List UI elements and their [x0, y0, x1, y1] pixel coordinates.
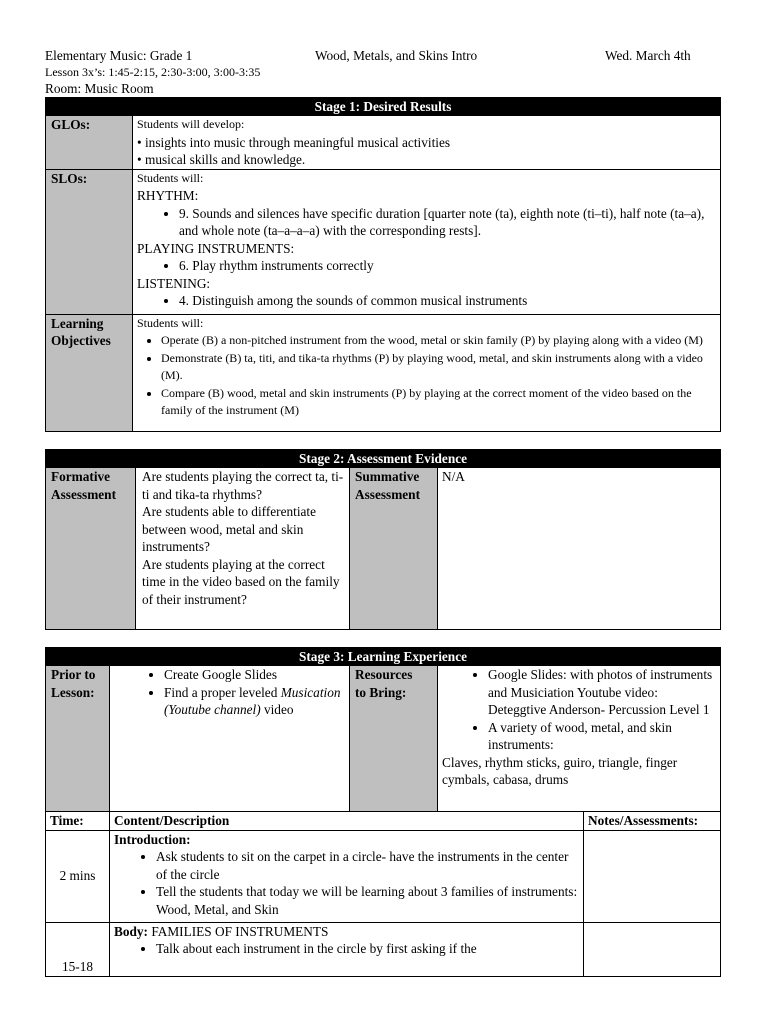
listening-heading: LISTENING: [137, 275, 211, 291]
row-content [110, 830, 584, 922]
prior-item: • Find a proper leveled Musication (Youtube channel) video [164, 684, 345, 719]
row-time: 15-18 [46, 922, 110, 976]
formative-label-line2: Assessment [51, 486, 117, 502]
row-heading: Body: FAMILIES OF INSTRUMENTS [114, 923, 329, 939]
playing-heading: PLAYING INSTRUMENTS: [137, 240, 295, 256]
formative-question: Are students playing the correct ta, ti-ti and tika-ta rhythms? [142, 469, 344, 502]
lo-label-line1: Learning [51, 315, 104, 331]
rhythm-heading: RHYTHM: [137, 188, 199, 203]
resources-content [438, 666, 721, 812]
row-notes [584, 830, 721, 922]
slos-label: SLOs: [46, 169, 133, 314]
glos-item: • insights into music through meaningful musical activities [137, 134, 451, 150]
resources-extra: Claves, rhythm sticks, guiro, triangle, finger cymbals, cabasa, drums [442, 754, 678, 787]
listening-item: • 4. Distinguish among the sounds of common musical instruments [179, 292, 716, 310]
lesson-topic: Wood, Metals, and Skins Intro [315, 48, 478, 63]
summative-content: N/A [438, 468, 721, 630]
formative-content [136, 468, 350, 630]
glos-label: GLOs: [46, 116, 133, 170]
resources-label [350, 666, 438, 812]
rhythm-item: • 9. Sounds and silences have specific duration [quarter note (ta), eighth note (ti–ti), half note (ta–a), and whole note (ta–a–a–a) with the corresponding rests]. [179, 205, 716, 240]
learning-objectives-content [133, 314, 721, 431]
row-content [110, 922, 584, 976]
row-notes [584, 922, 721, 976]
slos-content [133, 169, 721, 314]
stage3-title: Stage 3: Learning Experience [46, 648, 721, 666]
prior-item: • Create Google Slides [164, 666, 345, 684]
glos-item: • musical skills and knowledge. [137, 152, 306, 167]
formative-question: Are students able to differentiate between wood, metal and skin instruments? [142, 504, 317, 554]
prior-label-line1: Prior to [51, 667, 96, 682]
resources-item: • Google Slides: with photos of instruments and Musiciation Youtube video: Deteggtive Anderson- Percussion Level 1 [488, 666, 716, 719]
resources-item: • A variety of wood, metal, and skin instruments: [488, 719, 716, 754]
slos-intro: Students will: [137, 170, 204, 185]
glos-content [133, 116, 721, 170]
formative-question: Are students playing at the correct time in the video based on the family of their instrument? [142, 556, 340, 607]
lesson-date: Wed. March 4th [605, 48, 691, 63]
stage2-table [45, 449, 721, 630]
glos-intro: Students will develop: [137, 117, 245, 131]
room: Room: Music Room [45, 81, 154, 96]
summative-label [350, 468, 438, 630]
prior-label-line2: Lesson: [51, 684, 95, 700]
row-item: • Talk about each instrument in the circle by first asking if the [156, 940, 579, 958]
resources-label-line1: Resources [355, 667, 413, 682]
stage2-title: Stage 2: Assessment Evidence [46, 450, 721, 468]
lo-item: • Operate (B) a non-pitched instrument from the wood, metal or skin family (P) by playing along with a video (M) [161, 332, 716, 350]
summative-label-line2: Assessment [355, 486, 421, 502]
formative-label-line1: Formative [51, 469, 111, 484]
stage3-table [45, 647, 721, 977]
col-notes: Notes/Assessments: [584, 812, 721, 831]
col-time: Time: [46, 812, 110, 831]
row-time: 2 mins [46, 830, 110, 922]
lo-label-line2: Objectives [51, 333, 111, 348]
lo-item: • Compare (B) wood, metal and skin instruments (P) by playing at the correct moment of the video based on the family of the instrument (M) [161, 385, 716, 420]
stage1-title: Stage 1: Desired Results [46, 98, 721, 116]
lo-intro: Students will: [137, 315, 204, 330]
summative-label-line1: Summative [355, 469, 420, 484]
prior-label [46, 666, 110, 812]
course-title: Elementary Music: Grade 1 [45, 48, 193, 63]
learning-objectives-label [46, 314, 133, 431]
row-item: • Ask students to sit on the carpet in a circle- have the instruments in the center of the circle [156, 848, 579, 883]
col-content: Content/Description [110, 812, 584, 831]
lo-item: • Demonstrate (B) ta, titi, and tika-ta rhythms (P) by playing wood, metal, and skin instruments along with a video (M). [161, 350, 716, 385]
lesson-times: Lesson 3x’s: 1:45-2:15, 2:30-3:00, 3:00-3:35 [45, 65, 261, 79]
playing-item: • 6. Play rhythm instruments correctly [179, 257, 716, 275]
prior-content [110, 666, 350, 812]
row-item: • Tell the students that today we will be learning about 3 families of instruments: Wood, Metal, and Skin [156, 883, 579, 918]
row-heading: Introduction: [114, 831, 191, 847]
resources-label-line2: to Bring: [355, 684, 407, 700]
formative-label [46, 468, 136, 630]
stage1-table [45, 97, 721, 432]
